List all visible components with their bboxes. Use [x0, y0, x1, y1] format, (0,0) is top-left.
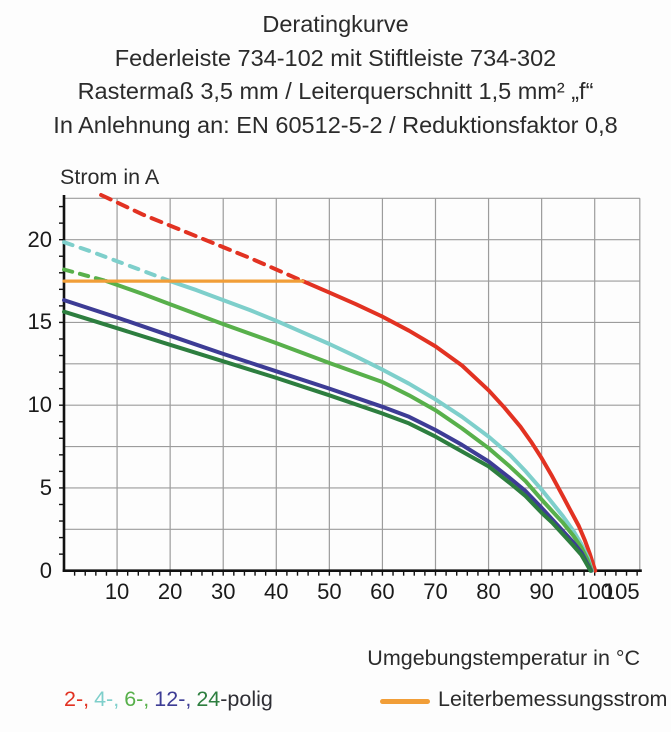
y-tick-label: 5 [39, 474, 52, 500]
rated-current-legend-line [380, 699, 430, 704]
x-tick-label: 70 [423, 578, 448, 604]
series-2-polig [303, 281, 595, 571]
x-tick-label: 50 [317, 578, 342, 604]
y-tick-label: 20 [27, 226, 52, 252]
chart-title-line-2: Federleiste 734-102 mit Stiftleiste 734-302 [114, 44, 557, 71]
chart-title-line-3: Rastermaß 3,5 mm / Leiterquerschnitt 1,5 mm² „f“ [77, 78, 594, 104]
series-24-polig [64, 312, 591, 571]
y-tick-label: 0 [39, 557, 52, 583]
plot-area [27, 191, 648, 604]
chart-title-line-1: Deratingkurve [262, 11, 409, 37]
y-axis-title: Strom in A [60, 165, 160, 189]
x-tick-label: 80 [476, 578, 501, 604]
chart-title-block [0, 8, 671, 142]
series-dashed-6-polig [64, 270, 107, 282]
x-tick-label: 60 [370, 578, 395, 604]
rated-current-legend-label: Leiterbemessungsstrom [438, 687, 668, 711]
x-tick-label: 30 [210, 578, 236, 604]
series-4-polig [170, 281, 592, 571]
x-tick-label: 105 [602, 578, 640, 604]
legend-pole-segment: 2-, [64, 687, 90, 711]
legend-pole-segment: 24 [196, 687, 221, 711]
legend-pole-segment: 4-, [94, 687, 120, 711]
chart-title-line-4: In Anlehnung an: EN 60512-5-2 / Reduktionsfaktor 0,8 [53, 111, 618, 138]
x-tick-label: 90 [529, 578, 554, 604]
legend-pole-segment: -polig [220, 687, 273, 711]
legend-pole-counts [64, 687, 278, 712]
legend-pole-segment: 6-, [124, 687, 150, 711]
x-tick-label: 100 [576, 578, 614, 604]
series-12-polig [64, 300, 591, 571]
x-axis-title: Umgebungstemperatur in °C [367, 646, 640, 670]
x-tick-label: 20 [157, 578, 183, 604]
x-tick-label: 40 [264, 578, 289, 604]
derating-curves-svg [56, 191, 648, 583]
y-tick-label: 10 [27, 392, 52, 418]
x-tick-label: 10 [104, 578, 130, 604]
y-tick-label: 15 [27, 309, 52, 335]
legend-pole-segment: 12-, [154, 687, 192, 711]
